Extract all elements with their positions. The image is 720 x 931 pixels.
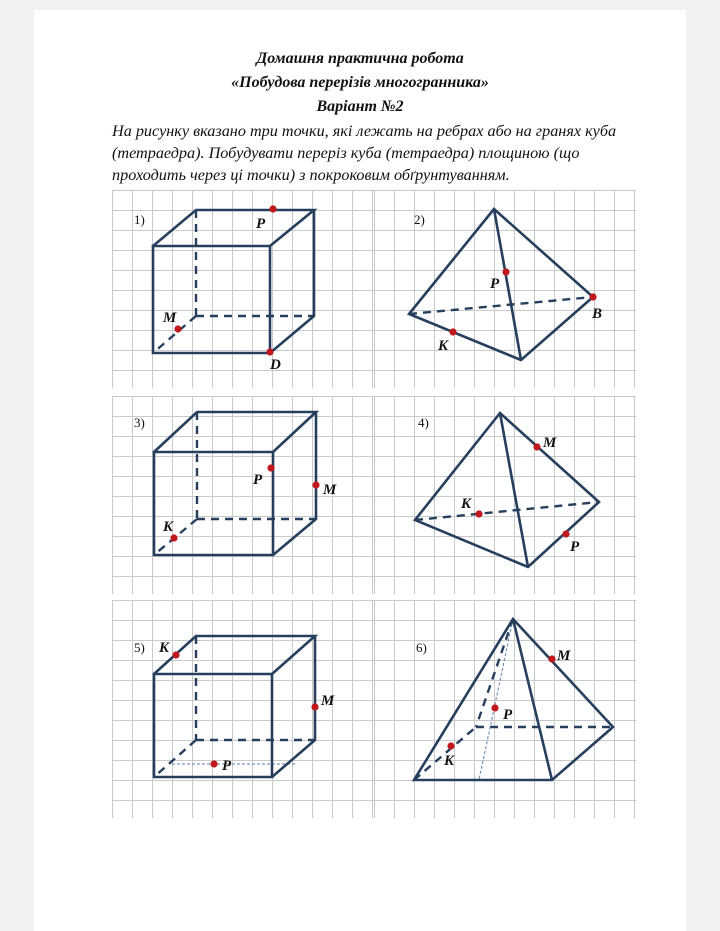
point-k-marker (449, 328, 456, 335)
doc-variant: Варіант №2 (316, 98, 404, 115)
point-m-label: M (321, 693, 335, 709)
point-d-label: D (270, 357, 281, 373)
point-m-label: M (543, 435, 557, 451)
point-k-label: K (444, 753, 455, 769)
figure-1-cube (134, 205, 314, 373)
point-d-marker (266, 348, 273, 355)
point-p-label: P (490, 276, 500, 292)
point-p-marker (502, 268, 509, 275)
figure-6-number: 6) (416, 640, 427, 655)
figure-1-number: 1) (134, 212, 145, 227)
point-p-marker (210, 760, 217, 767)
point-p-marker (269, 205, 276, 212)
point-m-marker (533, 443, 540, 450)
point-p-label: P (570, 539, 580, 555)
task-text: На рисунку вказано три точки, які лежать на ребрах або на гранях куба (тетраедра). Побудувати переріз куба (тетраедра) площиною (що проходить через ці точки) з покроковим обґрунтуванням. (112, 122, 617, 184)
figure-2-tetrahedron (409, 209, 602, 360)
point-m-marker (548, 655, 555, 662)
point-b-marker (589, 293, 596, 300)
point-m-label: M (557, 648, 571, 664)
point-k-label: K (461, 496, 472, 512)
point-m-marker (311, 703, 318, 710)
point-p-label: P (222, 758, 232, 774)
point-p-marker (562, 530, 569, 537)
figure-5-cube (134, 636, 335, 777)
doc-heading: Домашня практична робота (256, 50, 464, 67)
point-k-label: K (159, 640, 170, 656)
point-p-label: P (256, 216, 266, 232)
figure-4-tetrahedron (415, 413, 599, 567)
figure-6-pyramid (414, 619, 613, 780)
point-m-marker (174, 325, 181, 332)
point-p-label: P (253, 472, 263, 488)
point-k-marker (170, 534, 177, 541)
point-k-label: K (163, 519, 174, 535)
point-k-marker (172, 651, 179, 658)
point-p-label: P (503, 707, 513, 723)
figure-2-number: 2) (414, 212, 425, 227)
figure-3-cube (134, 412, 337, 555)
point-p-marker (491, 704, 498, 711)
point-k-marker (447, 742, 454, 749)
point-b-label: B (592, 306, 603, 322)
point-m-label: M (323, 482, 337, 498)
point-k-label: K (438, 338, 449, 354)
figure-5-number: 5) (134, 640, 145, 655)
point-m-marker (312, 481, 319, 488)
point-p-marker (267, 464, 274, 471)
point-k-marker (475, 510, 482, 517)
doc-topic: «Побудова перерізів многогранника» (231, 74, 489, 91)
point-m-label: M (163, 310, 177, 326)
figure-3-number: 3) (134, 415, 145, 430)
figure-4-number: 4) (418, 415, 429, 430)
